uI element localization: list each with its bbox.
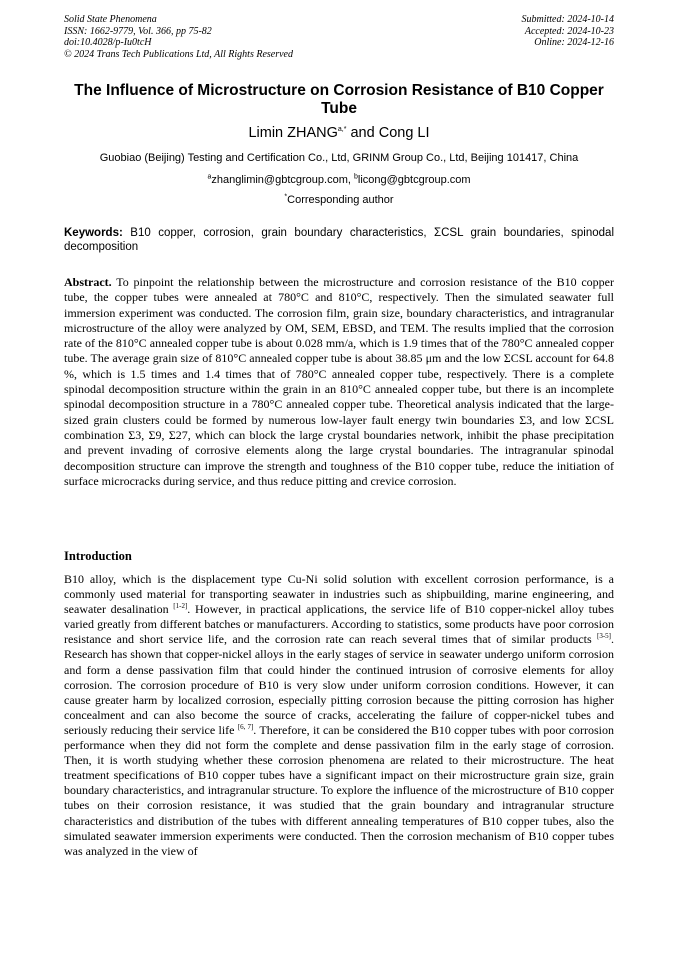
copyright: © 2024 Trans Tech Publications Ltd, All Rights Reserved — [64, 48, 293, 60]
intro-text: B10 alloy, which is the displacement type Cu-Ni solid solution with excellent corrosion performance, is a commonly used material for transporting seawater in industries such as shipbuilding, marine engineering, and seawater desalination — [64, 572, 614, 617]
online-date: Online: 2024-12-16 — [534, 37, 614, 48]
paper-title: The Influence of Microstructure on Corrosion Resistance of B10 Copper Tube — [74, 82, 604, 117]
author-name-second: and Cong LI — [346, 125, 430, 141]
corresponding-note — [64, 194, 614, 207]
intro-text: . However, in practical applications, the service life of B10 copper-nickel alloy tubes varied greatly from different batches or manufacturers. According to statistics, some products have poor corrosion resistance and short service life, and the corrosion rate can reach several times that of similar products — [64, 602, 614, 647]
author-sup: a,* — [337, 126, 347, 134]
email-sup-b: b — [353, 173, 358, 181]
keywords — [64, 227, 614, 254]
submitted-date: Submitted: 2024-10-14 — [521, 14, 614, 25]
journal-info — [64, 14, 293, 60]
email-b[interactable]: licong@gbtcgroup.com — [357, 174, 471, 186]
introduction-body — [64, 572, 614, 859]
corresponding-sup: * — [284, 193, 288, 201]
accepted-date: Accepted: 2024-10-23 — [524, 25, 614, 37]
intro-text: . Research has shown that copper-nickel alloys in the early stages of service in seawater undergo uniform corrosion and form a dense passivation film that could hinder the continued intrusion of corrosive elements for alloy corrosion. The corrosion procedure of B10 is very slow under uniform corrosion conditions. However, it can cause greater harm by localized corrosion, especially pitting corrosion because the pitting corrosion has higher concealment and can also become the source of cracks, accelerating the failure of copper-nickel tubes and seriously reducing their service life — [64, 632, 614, 737]
corresponding-text: Corresponding author — [287, 194, 394, 206]
keywords-label: Keywords: — [64, 227, 123, 239]
author-line — [64, 125, 614, 142]
intro-text: . Therefore, it can be considered the B10 copper tubes with poor corrosion performance when they did not form the complete and dense passivation film in the early stage of corrosion. Then, it is worth studying whether these corrosion phenomena are related to their microstructure. The heat treatment specifications of B10 copper tubes have a significant impact on their microstructure grain size, grain boundary characteristics, and intragranular structure. To explore the influence of the microstructure of B10 copper tubes on their corrosion resistance, it was studied that the grain boundary and intragranular structure characteristics and distribution of the tubes with different annealing temperatures of B10 copper tubes, also the simulated seawater immersion experiments were conducted. Then the corrosion mechanism of B10 copper tubes was analyzed in the view of — [64, 722, 614, 858]
journal-name: Solid State Phenomena — [64, 14, 157, 25]
citation[interactable]: [3-5] — [597, 632, 611, 641]
citation[interactable]: [1-2] — [173, 602, 188, 611]
email-a[interactable]: zhanglimin@gbtcgroup.com, — [211, 174, 354, 186]
email-line — [64, 174, 614, 187]
affiliation: Guobiao (Beijing) Testing and Certification Co., Ltd, GRINM Group Co., Ltd, Beijing 101417, China — [99, 152, 579, 164]
issn-volume: ISSN: 1662-9779, Vol. 366, pp 75-82 — [64, 25, 212, 37]
section-heading: Introduction — [64, 549, 132, 563]
citation[interactable]: [6, 7] — [237, 722, 254, 731]
author-name: Limin ZHANG — [248, 125, 338, 141]
keywords-text: B10 copper, corrosion, grain boundary characteristics, ΣCSL grain boundaries, spinodal decomposition — [64, 227, 614, 253]
abstract — [64, 275, 614, 489]
dates-info — [522, 14, 615, 49]
email-sup-a: a — [207, 173, 212, 181]
abstract-text: To pinpoint the relationship between the microstructure and corrosion resistance of the B10 copper tube, the copper tubes were annealed at 780°C and 810°C, respectively. Then the simulated seawater full immersion experiment was conducted. The corrosion film, grain size, boundary characteristics, and intragranular microstructure of the alloy were analyzed by OM, SEM, EBSD, and TEM. The results implied that the corrosion rate of the 810°C annealed copper tube is about 0.028 mm/a, which is 1.9 times that of the 780°C annealed copper tube. The average grain size of 810°C annealed copper tube is about 38.85 μm and the low ΣCSL account for 64.8 %, which is 1.5 times and 1.4 times that of 780°C annealed copper tube, respectively. There is a complete spinodal decomposition structure within the grain in an 810°C annealed copper tube, but there is an incomplete spinodal decomposition structure in a 780°C annealed copper tube. Theoretical analysis indicated that the large-sized grain clusters could be formed by numerous low-layer fault energy twin boundaries Σ3, and low ΣCSL combination Σ3, Σ9, Σ27, which can block the large crystal boundaries network, inhibit the phase precipitation and prevent invading of corrosive elements along the large crystal boundaries. The intragranular spinodal decomposition structure can improve the strength and toughness of the B10 copper tube, reduce the initiation of surface microcracks during service, and thus reduce pitting and crevice corrosion. — [64, 275, 614, 488]
abstract-label: Abstract. — [64, 275, 112, 289]
doi[interactable]: doi:10.4028/p-Iu0tcH — [64, 37, 152, 48]
